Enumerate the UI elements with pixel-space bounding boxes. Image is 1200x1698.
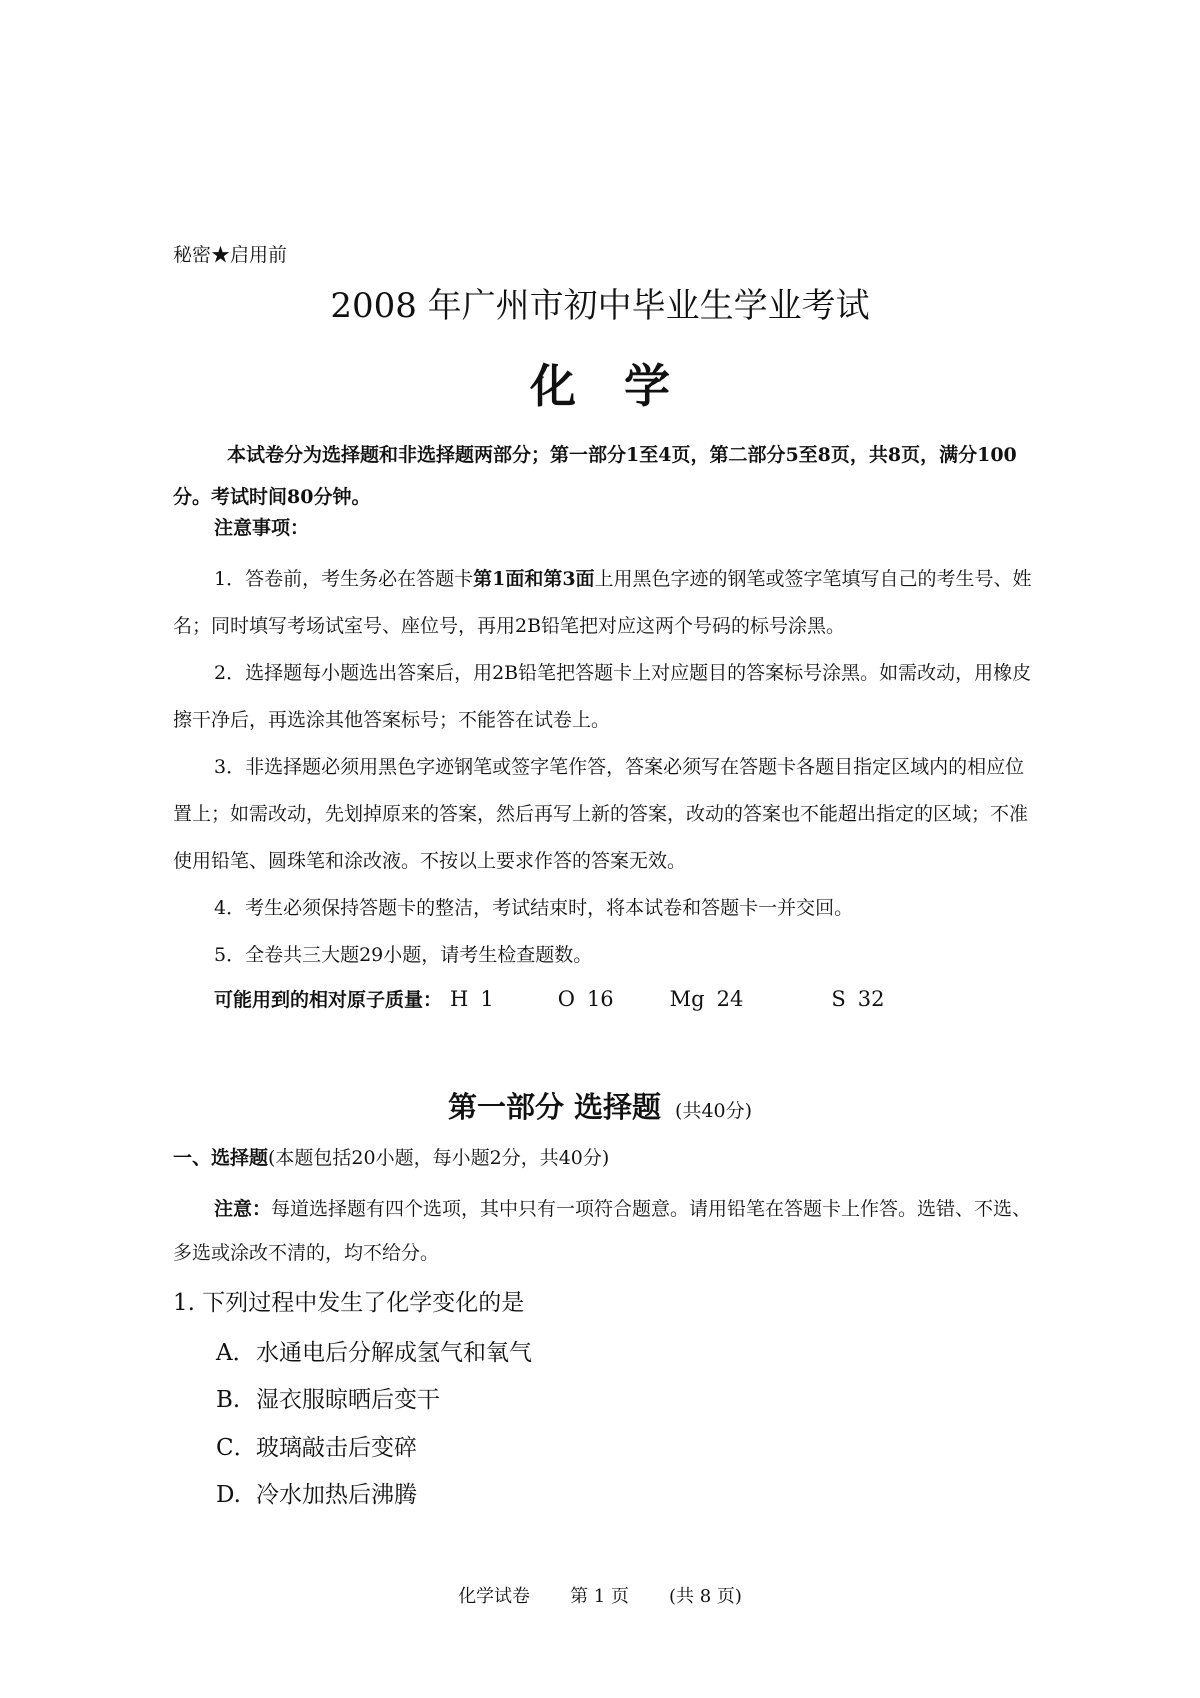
part-score: (共40分): [675, 1100, 753, 1122]
subject-title: [0, 350, 1200, 416]
notice-item-1: 1．答卷前，考生务必在答题卡第1面和第3面上用黑色字迹的钢笔或签字笔填写自己的考生号、姓名；同时填写考场试室号、座位号，再用2B铅笔把对应这两个号码的标号涂黑。: [173, 568, 1032, 637]
footer-subject: 化学试卷: [458, 1586, 531, 1607]
atomic-mass-label: 可能用到的相对原子质量：: [214, 989, 443, 1011]
element-mass: 32: [857, 987, 885, 1011]
element-symbol: O: [557, 987, 575, 1011]
element-symbol: H: [450, 987, 469, 1011]
question-1-stem: 1. 下列过程中发生了化学变化的是: [173, 1290, 525, 1316]
notice-item-5: 5．全卷共三大题29小题，请考生检查题数。: [214, 944, 593, 966]
notice-item-2: 2．选择题每小题选出答案后，用2B铅笔把答题卡上对应题目的答案标号涂黑。如需改动，用橡皮擦干净后，再选涂其他答案标号；不能答在试卷上。: [173, 662, 1032, 731]
notice-item-1-emphasis: 第1面和第3面: [473, 568, 595, 590]
notice-list: [173, 556, 1033, 979]
exam-title: 2008 年广州市初中毕业生学业考试: [330, 286, 870, 326]
option-text: 湿衣服晾晒后变干: [256, 1387, 440, 1413]
exam-intro: 本试卷分为选择题和非选择题两部分；第一部分1至4页，第二部分5至8页，共8页，满分100分。考试时间80分钟。: [173, 444, 1017, 508]
option-letter: B.: [216, 1387, 241, 1413]
option-letter: D.: [216, 1482, 241, 1508]
notice-item-3: 3．非选择题必须用黑色字迹钢笔或签字笔作答，答案必须写在答题卡各题目指定区域内的相应位置上；如需改动，先划掉原来的答案，然后再写上新的答案，改动的答案也不能超出指定的区域；不准使用铅笔、圆珠笔和涂改液。不按以上要求作答的答案无效。: [173, 756, 1029, 872]
element-symbol: Mg: [669, 987, 705, 1011]
option-letter: C．: [216, 1435, 257, 1461]
page-footer: [0, 1582, 1200, 1608]
option-text: 冷水加热后沸腾: [256, 1482, 417, 1508]
question-1-option-d: [216, 1476, 417, 1509]
footer-total-pages: (共 8 页): [668, 1586, 742, 1607]
question-1-option-b: [216, 1381, 440, 1414]
question-1-option-a: [216, 1334, 532, 1367]
attention-note: [173, 1187, 1033, 1275]
part-heading: [0, 1085, 1200, 1126]
atomic-mass-line: [214, 985, 884, 1012]
notice-heading: 注意事项：: [214, 517, 310, 539]
attention-label: 注意：: [214, 1198, 272, 1220]
footer-page-number: 第 1 页: [570, 1586, 629, 1607]
question-1-option-c: [216, 1429, 417, 1462]
option-letter: A．: [216, 1340, 256, 1366]
element-mass: 24: [716, 987, 744, 1011]
part-title: 第一部分 选择题: [447, 1090, 662, 1124]
notice-item-4: 4．考生必须保持答题卡的整洁，考试结束时，将本试卷和答题卡一并交回。: [214, 897, 854, 919]
attention-text: 每道选择题有四个选项，其中只有一项符合题意。请用铅笔在答题卡上作答。选错、不选、多选或涂改不清的，均不给分。: [173, 1198, 1032, 1264]
element-mass: 16: [586, 987, 614, 1011]
section-heading: [173, 1143, 609, 1170]
option-text: 玻璃敲击后变碎: [256, 1435, 417, 1461]
section-description: (本题包括20小题，每小题2分，共40分): [268, 1147, 610, 1169]
subject-char-1: 化: [530, 359, 576, 413]
section-label: 一、选择题: [173, 1147, 269, 1169]
element-symbol: S: [831, 987, 846, 1011]
subject-char-2: 学: [624, 359, 670, 413]
confidential-label: 秘密★启用前: [173, 244, 288, 266]
element-mass: 1: [480, 987, 494, 1011]
option-text: 水通电后分解成氢气和氧气: [256, 1340, 532, 1366]
